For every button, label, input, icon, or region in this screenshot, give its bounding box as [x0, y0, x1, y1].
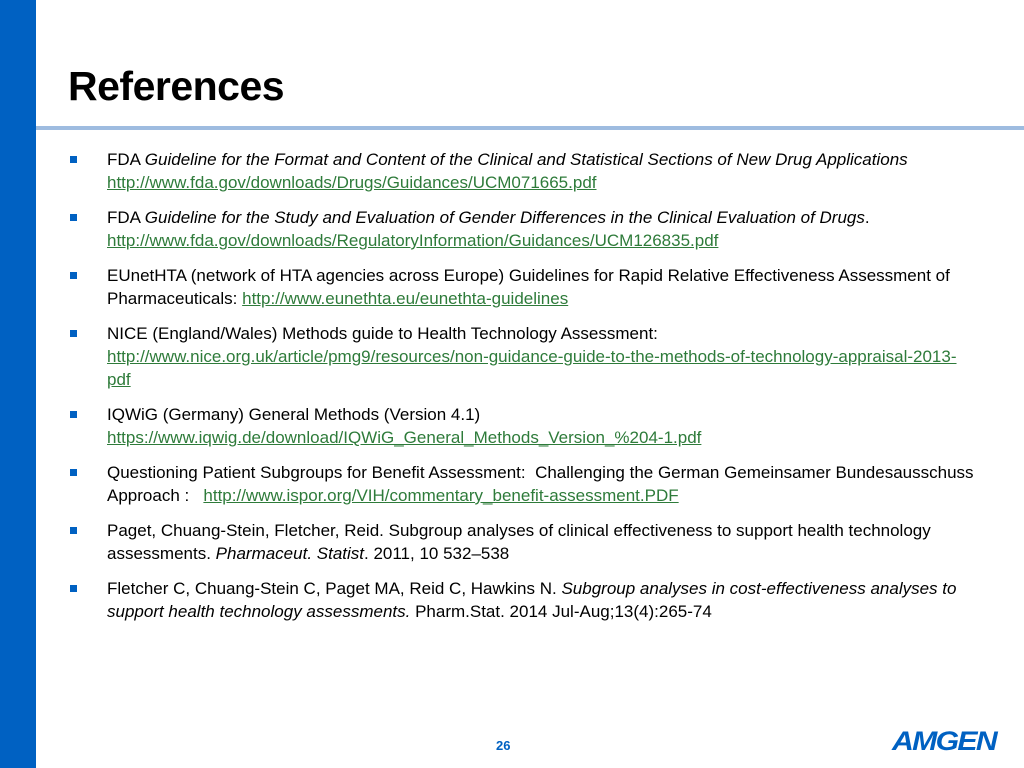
ref-text: Fletcher C, Chuang-Stein C, Paget MA, Reid C, Hawkins N.: [107, 579, 562, 598]
ref-text: .: [864, 208, 870, 227]
reference-item: [70, 264, 975, 310]
ref-text: . 2011, 10 532–538: [364, 544, 510, 563]
reference-item: [70, 403, 975, 449]
ref-text: FDA: [107, 150, 145, 169]
reference-list: [70, 148, 978, 635]
ref-journal: Pharmaceut. Statist: [215, 544, 364, 563]
bullet-icon: [70, 585, 77, 592]
ref-link[interactable]: http://www.fda.gov/downloads/RegulatoryInformation/Guidances/UCM126835.pdf: [107, 231, 719, 250]
bullet-icon: [70, 330, 77, 337]
ref-title: Guideline for the Format and Content of the Clinical and Statistical Sections of New Drug Applications: [144, 150, 908, 169]
bullet-icon: [70, 469, 77, 476]
ref-link[interactable]: http://www.eunethta.eu/eunethta-guidelines: [242, 289, 569, 308]
reference-item: [70, 519, 975, 565]
svg-text:AMGEN: AMGEN: [890, 726, 999, 755]
ref-title: Guideline for the Study and Evaluation of Gender Differences in the Clinical Evaluation of Drugs: [144, 208, 865, 227]
ref-text: FDA: [107, 208, 145, 227]
amgen-logo-icon: [890, 725, 1002, 755]
ref-title: Subgroup analyses in cost-effectiveness analyses to support health technology assessments.: [107, 579, 957, 621]
bullet-icon: [70, 527, 77, 534]
amgen-logo: [890, 725, 1002, 760]
ref-text: IQWiG (Germany) General Methods (Version 4.1): [107, 405, 481, 424]
bullet-icon: [70, 214, 77, 221]
ref-text: NICE (England/Wales) Methods guide to Health Technology Assessment:: [107, 324, 658, 343]
reference-item: [70, 461, 978, 507]
reference-item: [70, 322, 975, 391]
title-divider: [36, 126, 1024, 130]
ref-text: Questioning Patient Subgroups for Benefit Assessment: Challenging the German Gemeinsamer Bundesausschuss Approach :: [107, 463, 978, 505]
ref-text: Pharm.Stat. 2014 Jul-Aug;13(4):265-74: [410, 602, 712, 621]
bullet-icon: [70, 156, 77, 163]
ref-text: EUnetHTA (network of HTA agencies across Europe) Guidelines for Rapid Relative Effectiveness Assessment of Pharmaceuticals:: [107, 266, 950, 308]
ref-link[interactable]: http://www.nice.org.uk/article/pmg9/resources/non-guidance-guide-to-the-methods-of-technology-appraisal-2013-pdf: [107, 347, 957, 389]
ref-link[interactable]: http://www.ispor.org/VIH/commentary_benefit-assessment.PDF: [203, 486, 679, 505]
page-number: 26: [496, 738, 511, 753]
reference-item: [70, 148, 975, 194]
bullet-icon: [70, 411, 77, 418]
slide-title: References: [68, 63, 285, 109]
ref-link[interactable]: http://www.fda.gov/downloads/Drugs/Guidances/UCM071665.pdf: [107, 173, 597, 192]
ref-text: Paget, Chuang-Stein, Fletcher, Reid. Subgroup analyses of clinical effectiveness to support health technology assessments.: [107, 521, 931, 563]
bullet-icon: [70, 272, 77, 279]
reference-item: [70, 206, 975, 252]
reference-item: [70, 577, 975, 623]
ref-link[interactable]: https://www.iqwig.de/download/IQWiG_General_Methods_Version_%204-1.pdf: [107, 428, 702, 447]
side-accent-bar: [0, 0, 36, 768]
